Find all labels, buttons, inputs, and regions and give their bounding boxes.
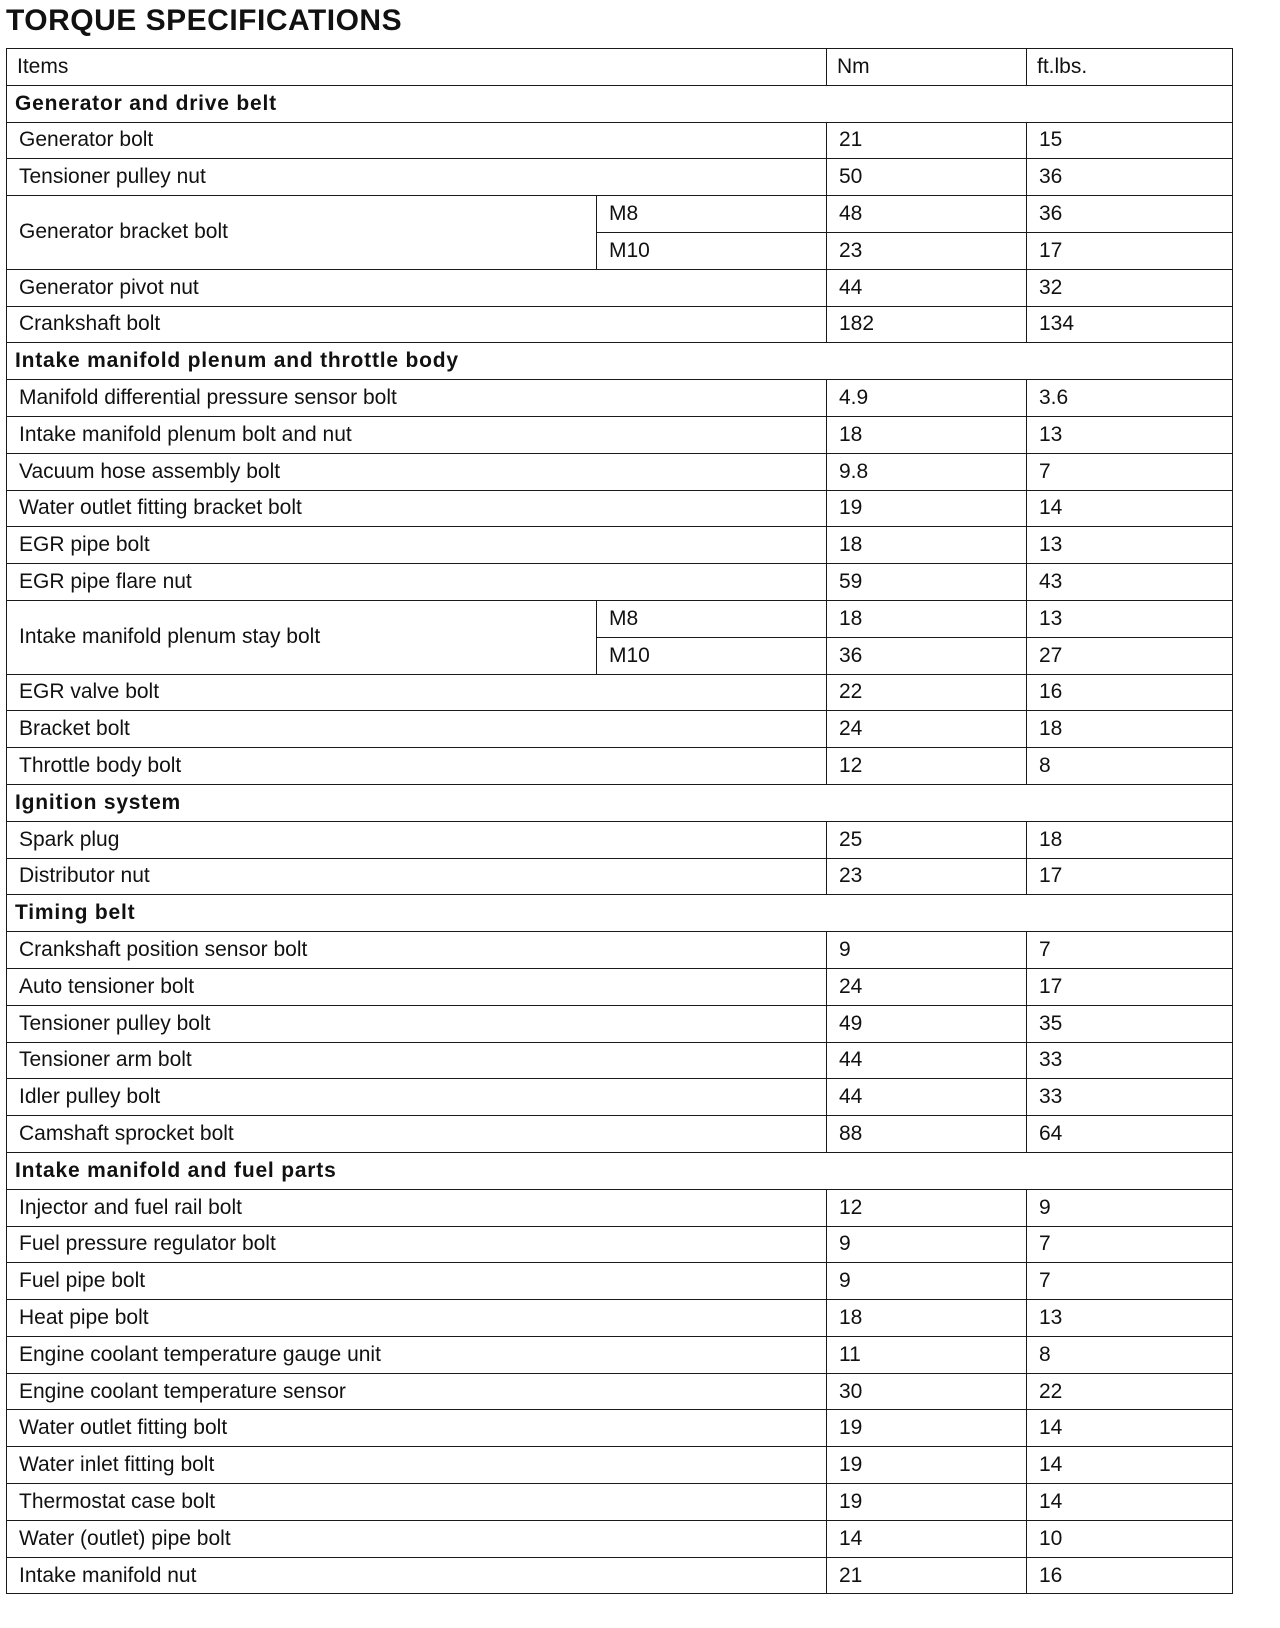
value-ftlbs: 33 bbox=[1027, 1079, 1233, 1116]
value-ftlbs: 8 bbox=[1027, 1336, 1233, 1373]
value-nm: 9 bbox=[827, 932, 1027, 969]
value-ftlbs: 18 bbox=[1027, 711, 1233, 748]
value-nm: 18 bbox=[827, 1300, 1027, 1337]
value-ftlbs: 7 bbox=[1027, 1263, 1233, 1300]
value-nm: 11 bbox=[827, 1336, 1027, 1373]
item-name: Fuel pressure regulator bolt bbox=[7, 1226, 827, 1263]
table-row bbox=[7, 159, 1233, 196]
table-row bbox=[7, 968, 1233, 1005]
value-ftlbs: 17 bbox=[1027, 232, 1233, 269]
table-row bbox=[7, 122, 1233, 159]
item-size: M10 bbox=[597, 637, 827, 674]
table-row bbox=[7, 1116, 1233, 1153]
value-ftlbs: 3.6 bbox=[1027, 380, 1233, 417]
value-ftlbs: 15 bbox=[1027, 122, 1233, 159]
value-nm: 12 bbox=[827, 1189, 1027, 1226]
value-nm: 22 bbox=[827, 674, 1027, 711]
torque-table bbox=[6, 48, 1233, 1594]
table-row bbox=[7, 711, 1233, 748]
value-nm: 182 bbox=[827, 306, 1027, 343]
table-row bbox=[7, 821, 1233, 858]
value-nm: 24 bbox=[827, 711, 1027, 748]
value-ftlbs: 36 bbox=[1027, 159, 1233, 196]
value-ftlbs: 13 bbox=[1027, 1300, 1233, 1337]
value-nm: 9 bbox=[827, 1226, 1027, 1263]
table-row bbox=[7, 416, 1233, 453]
item-size: M8 bbox=[597, 600, 827, 637]
table-row bbox=[7, 453, 1233, 490]
item-name: Fuel pipe bolt bbox=[7, 1263, 827, 1300]
value-nm: 18 bbox=[827, 600, 1027, 637]
section-title: Timing belt bbox=[7, 895, 1233, 932]
value-ftlbs: 33 bbox=[1027, 1042, 1233, 1079]
value-nm: 30 bbox=[827, 1373, 1027, 1410]
value-ftlbs: 14 bbox=[1027, 1410, 1233, 1447]
value-ftlbs: 16 bbox=[1027, 674, 1233, 711]
value-nm: 12 bbox=[827, 748, 1027, 785]
table-row bbox=[7, 932, 1233, 969]
table-row bbox=[7, 1226, 1233, 1263]
value-ftlbs: 7 bbox=[1027, 932, 1233, 969]
section-title: Generator and drive belt bbox=[7, 85, 1233, 122]
value-nm: 9 bbox=[827, 1263, 1027, 1300]
table-header-row bbox=[7, 49, 1233, 86]
value-nm: 59 bbox=[827, 564, 1027, 601]
table-row bbox=[7, 527, 1233, 564]
table-row bbox=[7, 269, 1233, 306]
item-name: Water outlet fitting bracket bolt bbox=[7, 490, 827, 527]
section-title: Intake manifold and fuel parts bbox=[7, 1152, 1233, 1189]
table-row bbox=[7, 1042, 1233, 1079]
item-name: Manifold differential pressure sensor bolt bbox=[7, 380, 827, 417]
value-ftlbs: 16 bbox=[1027, 1557, 1233, 1594]
item-name: Bracket bolt bbox=[7, 711, 827, 748]
table-row bbox=[7, 490, 1233, 527]
item-name: Injector and fuel rail bolt bbox=[7, 1189, 827, 1226]
value-ftlbs: 35 bbox=[1027, 1005, 1233, 1042]
value-ftlbs: 22 bbox=[1027, 1373, 1233, 1410]
value-ftlbs: 27 bbox=[1027, 637, 1233, 674]
value-ftlbs: 13 bbox=[1027, 527, 1233, 564]
value-nm: 44 bbox=[827, 1042, 1027, 1079]
value-nm: 49 bbox=[827, 1005, 1027, 1042]
section-header-row bbox=[7, 1152, 1233, 1189]
value-nm: 19 bbox=[827, 490, 1027, 527]
value-nm: 9.8 bbox=[827, 453, 1027, 490]
value-ftlbs: 17 bbox=[1027, 858, 1233, 895]
value-nm: 21 bbox=[827, 1557, 1027, 1594]
table-row bbox=[7, 1520, 1233, 1557]
item-name: Generator bolt bbox=[7, 122, 827, 159]
value-nm: 19 bbox=[827, 1410, 1027, 1447]
table-row bbox=[7, 196, 1233, 233]
section-header-row bbox=[7, 343, 1233, 380]
value-nm: 21 bbox=[827, 122, 1027, 159]
item-name: Intake manifold plenum stay bolt bbox=[7, 600, 597, 674]
item-name: Auto tensioner bolt bbox=[7, 968, 827, 1005]
section-title: Intake manifold plenum and throttle body bbox=[7, 343, 1233, 380]
table-row bbox=[7, 858, 1233, 895]
item-name: Intake manifold nut bbox=[7, 1557, 827, 1594]
value-nm: 23 bbox=[827, 858, 1027, 895]
value-ftlbs: 9 bbox=[1027, 1189, 1233, 1226]
item-name: EGR pipe flare nut bbox=[7, 564, 827, 601]
item-name: EGR valve bolt bbox=[7, 674, 827, 711]
value-nm: 19 bbox=[827, 1447, 1027, 1484]
value-nm: 48 bbox=[827, 196, 1027, 233]
value-ftlbs: 7 bbox=[1027, 453, 1233, 490]
value-ftlbs: 13 bbox=[1027, 600, 1233, 637]
item-name: Idler pulley bolt bbox=[7, 1079, 827, 1116]
item-name: Engine coolant temperature sensor bbox=[7, 1373, 827, 1410]
table-row bbox=[7, 1410, 1233, 1447]
value-ftlbs: 134 bbox=[1027, 306, 1233, 343]
item-name: Spark plug bbox=[7, 821, 827, 858]
item-name: Heat pipe bolt bbox=[7, 1300, 827, 1337]
item-name: Water (outlet) pipe bolt bbox=[7, 1520, 827, 1557]
value-ftlbs: 64 bbox=[1027, 1116, 1233, 1153]
value-nm: 23 bbox=[827, 232, 1027, 269]
item-size: M10 bbox=[597, 232, 827, 269]
item-name: Crankshaft position sensor bolt bbox=[7, 932, 827, 969]
item-name: Tensioner arm bolt bbox=[7, 1042, 827, 1079]
value-ftlbs: 18 bbox=[1027, 821, 1233, 858]
table-row bbox=[7, 306, 1233, 343]
value-nm: 18 bbox=[827, 416, 1027, 453]
value-nm: 14 bbox=[827, 1520, 1027, 1557]
item-name: EGR pipe bolt bbox=[7, 527, 827, 564]
item-name: Camshaft sprocket bolt bbox=[7, 1116, 827, 1153]
value-ftlbs: 8 bbox=[1027, 748, 1233, 785]
item-name: Throttle body bolt bbox=[7, 748, 827, 785]
item-name: Tensioner pulley bolt bbox=[7, 1005, 827, 1042]
value-ftlbs: 43 bbox=[1027, 564, 1233, 601]
value-nm: 24 bbox=[827, 968, 1027, 1005]
section-title: Ignition system bbox=[7, 784, 1233, 821]
header-ftlbs: ft.lbs. bbox=[1027, 49, 1233, 86]
header-items: Items bbox=[7, 49, 827, 86]
value-ftlbs: 7 bbox=[1027, 1226, 1233, 1263]
value-nm: 4.9 bbox=[827, 380, 1027, 417]
value-nm: 25 bbox=[827, 821, 1027, 858]
value-ftlbs: 14 bbox=[1027, 1447, 1233, 1484]
table-row bbox=[7, 1263, 1233, 1300]
value-ftlbs: 14 bbox=[1027, 1484, 1233, 1521]
table-row bbox=[7, 380, 1233, 417]
table-row bbox=[7, 1447, 1233, 1484]
value-nm: 44 bbox=[827, 269, 1027, 306]
value-nm: 44 bbox=[827, 1079, 1027, 1116]
item-name: Water inlet fitting bolt bbox=[7, 1447, 827, 1484]
table-row bbox=[7, 1373, 1233, 1410]
value-ftlbs: 17 bbox=[1027, 968, 1233, 1005]
table-row bbox=[7, 1557, 1233, 1594]
header-nm: Nm bbox=[827, 49, 1027, 86]
table-row bbox=[7, 1300, 1233, 1337]
page-title: TORQUE SPECIFICATIONS bbox=[6, 4, 403, 37]
torque-table-body bbox=[7, 49, 1233, 1594]
section-header-row bbox=[7, 895, 1233, 932]
value-ftlbs: 14 bbox=[1027, 490, 1233, 527]
value-ftlbs: 36 bbox=[1027, 196, 1233, 233]
value-nm: 88 bbox=[827, 1116, 1027, 1153]
section-header-row bbox=[7, 784, 1233, 821]
table-row bbox=[7, 748, 1233, 785]
section-header-row bbox=[7, 85, 1233, 122]
value-ftlbs: 10 bbox=[1027, 1520, 1233, 1557]
table-row bbox=[7, 1336, 1233, 1373]
item-name: Tensioner pulley nut bbox=[7, 159, 827, 196]
item-name: Water outlet fitting bolt bbox=[7, 1410, 827, 1447]
item-size: M8 bbox=[597, 196, 827, 233]
item-name: Intake manifold plenum bolt and nut bbox=[7, 416, 827, 453]
item-name: Generator bracket bolt bbox=[7, 196, 597, 270]
value-ftlbs: 13 bbox=[1027, 416, 1233, 453]
value-nm: 18 bbox=[827, 527, 1027, 564]
item-name: Crankshaft bolt bbox=[7, 306, 827, 343]
table-row bbox=[7, 1189, 1233, 1226]
item-name: Thermostat case bolt bbox=[7, 1484, 827, 1521]
value-ftlbs: 32 bbox=[1027, 269, 1233, 306]
table-row bbox=[7, 1005, 1233, 1042]
value-nm: 36 bbox=[827, 637, 1027, 674]
table-row bbox=[7, 600, 1233, 637]
item-name: Distributor nut bbox=[7, 858, 827, 895]
table-row bbox=[7, 1484, 1233, 1521]
value-nm: 19 bbox=[827, 1484, 1027, 1521]
item-name: Vacuum hose assembly bolt bbox=[7, 453, 827, 490]
value-nm: 50 bbox=[827, 159, 1027, 196]
table-row bbox=[7, 1079, 1233, 1116]
item-name: Generator pivot nut bbox=[7, 269, 827, 306]
table-row bbox=[7, 674, 1233, 711]
item-name: Engine coolant temperature gauge unit bbox=[7, 1336, 827, 1373]
table-row bbox=[7, 564, 1233, 601]
